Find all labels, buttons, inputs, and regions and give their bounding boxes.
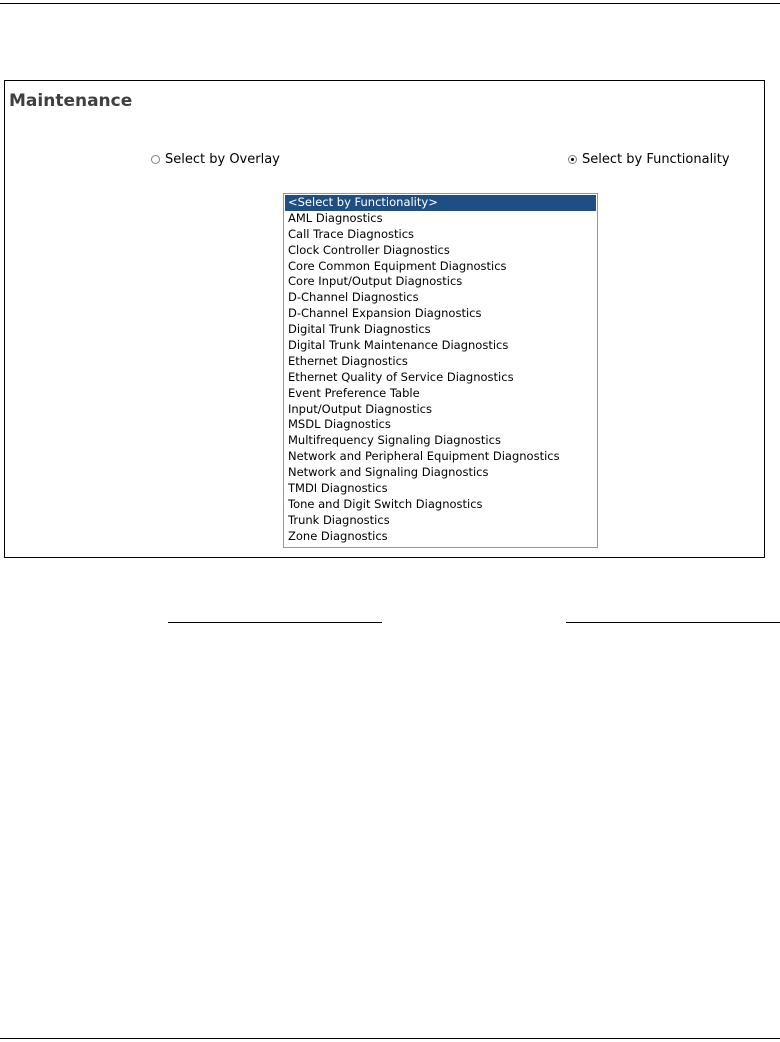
listbox-option[interactable]: Network and Peripheral Equipment Diagnostics [288,449,560,464]
listbox-option[interactable]: Input/Output Diagnostics [288,401,432,416]
listbox-option[interactable]: Event Preference Table [288,385,420,400]
listbox-option[interactable]: MSDL Diagnostics [288,417,391,432]
listbox-option[interactable]: Multifrequency Signaling Diagnostics [288,433,501,448]
listbox-option[interactable]: Tone and Digit Switch Diagnostics [288,496,483,511]
listbox-option[interactable]: D-Channel Expansion Diagnostics [288,306,482,321]
listbox-option[interactable]: Trunk Diagnostics [288,512,390,527]
select-by-overlay-radio[interactable] [151,152,280,167]
select-by-functionality-radio[interactable] [568,152,730,167]
page-bottom-rule [0,1038,780,1039]
select-by-overlay-label: Select by Overlay [165,152,280,167]
listbox-option[interactable]: <Select by Functionality> [285,195,596,211]
listbox-option[interactable]: Ethernet Diagnostics [288,353,408,368]
listbox-option[interactable]: D-Channel Diagnostics [288,290,419,305]
listbox-option[interactable]: Network and Signaling Diagnostics [288,465,489,480]
listbox-option[interactable]: AML Diagnostics [288,210,383,225]
functionality-listbox[interactable] [283,193,598,548]
listbox-option[interactable]: Core Input/Output Diagnostics [288,274,463,289]
footer-rule-left [168,622,382,623]
page-title: Maintenance [9,91,133,111]
listbox-option[interactable]: Ethernet Quality of Service Diagnostics [288,369,514,384]
listbox-option[interactable]: Digital Trunk Maintenance Diagnostics [288,338,509,353]
radio-unchecked-icon[interactable] [151,155,160,164]
listbox-option[interactable]: Zone Diagnostics [288,528,388,543]
radio-checked-icon[interactable] [568,155,577,164]
footer-rule-right [566,622,780,623]
listbox-option[interactable]: TMDI Diagnostics [288,481,388,496]
listbox-option[interactable]: Clock Controller Diagnostics [288,242,450,257]
listbox-option[interactable]: Core Common Equipment Diagnostics [288,258,507,273]
select-by-functionality-label: Select by Functionality [582,152,730,167]
page-top-rule [0,3,780,4]
listbox-option[interactable]: Call Trace Diagnostics [288,226,415,241]
listbox-option[interactable]: Digital Trunk Diagnostics [288,322,431,337]
maintenance-panel [4,80,765,558]
